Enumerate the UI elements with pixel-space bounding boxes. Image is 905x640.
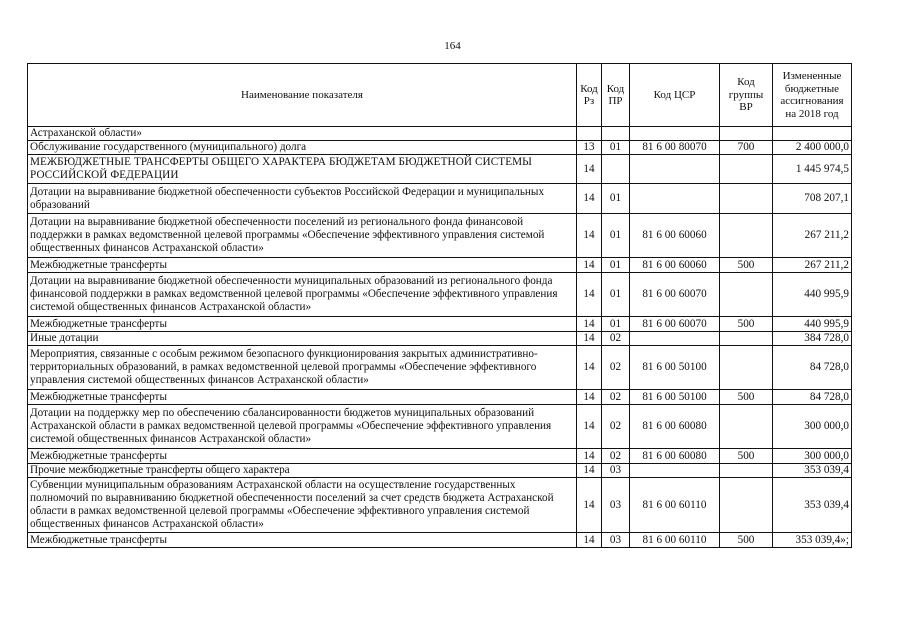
cell-vr <box>720 405 773 449</box>
cell-amount: 84 728,0 <box>773 346 852 390</box>
cell-vr <box>720 184 773 214</box>
cell-amount: 1 445 974,5 <box>773 155 852 184</box>
cell-amount: 267 211,2 <box>773 258 852 273</box>
cell-pr <box>602 127 630 141</box>
cell-vr <box>720 346 773 390</box>
cell-csr <box>630 155 720 184</box>
cell-csr: 81 6 00 60070 <box>630 317 720 332</box>
table-row <box>28 273 852 317</box>
table-row <box>28 449 852 464</box>
cell-csr: 81 6 00 50100 <box>630 346 720 390</box>
budget-table <box>27 63 852 548</box>
table-row <box>28 184 852 214</box>
cell-vr: 500 <box>720 258 773 273</box>
cell-pr: 03 <box>602 478 630 533</box>
cell-csr: 81 6 00 60110 <box>630 478 720 533</box>
cell-csr: 81 6 00 60070 <box>630 273 720 317</box>
cell-csr <box>630 127 720 141</box>
cell-amount: 267 211,2 <box>773 214 852 258</box>
table-row <box>28 332 852 346</box>
cell-amount: 300 000,0 <box>773 449 852 464</box>
cell-pr: 01 <box>602 317 630 332</box>
cell-pr: 01 <box>602 141 630 155</box>
table-row <box>28 141 852 155</box>
cell-name: Межбюджетные трансферты <box>28 533 577 548</box>
cell-csr <box>630 184 720 214</box>
cell-pr: 01 <box>602 258 630 273</box>
cell-amount: 353 039,4 <box>773 464 852 478</box>
cell-vr: 500 <box>720 533 773 548</box>
cell-vr <box>720 214 773 258</box>
header-vr: Код группы ВР <box>720 64 773 127</box>
cell-pr: 02 <box>602 390 630 405</box>
cell-rz: 14 <box>577 258 602 273</box>
cell-vr <box>720 273 773 317</box>
cell-amount <box>773 127 852 141</box>
cell-name: МЕЖБЮДЖЕТНЫЕ ТРАНСФЕРТЫ ОБЩЕГО ХАРАКТЕРА БЮДЖЕТАМ БЮДЖЕТНОЙ СИСТЕМЫ РОССИЙСКОЙ ФЕДЕРАЦИИ <box>28 155 577 184</box>
cell-csr: 81 6 00 50100 <box>630 390 720 405</box>
header-name: Наименование показателя <box>28 64 577 127</box>
cell-rz <box>577 127 602 141</box>
cell-amount: 440 995,9 <box>773 273 852 317</box>
cell-name: Межбюджетные трансферты <box>28 317 577 332</box>
cell-name: Межбюджетные трансферты <box>28 390 577 405</box>
cell-rz: 14 <box>577 405 602 449</box>
cell-csr: 81 6 00 60080 <box>630 405 720 449</box>
header-csr: Код ЦСР <box>630 64 720 127</box>
cell-rz: 14 <box>577 317 602 332</box>
cell-csr: 81 6 00 60060 <box>630 214 720 258</box>
cell-pr: 02 <box>602 449 630 464</box>
cell-vr: 700 <box>720 141 773 155</box>
header-rz: Код Рз <box>577 64 602 127</box>
cell-rz: 14 <box>577 184 602 214</box>
cell-name: Мероприятия, связанные с особым режимом безопасного функционирования закрытых административно-территориальных образований, в рамках ведомственной целевой программы «Обеспечение эффективного управления системой общественных финансов Астраханской области» <box>28 346 577 390</box>
cell-rz: 14 <box>577 464 602 478</box>
cell-vr: 500 <box>720 390 773 405</box>
cell-pr: 02 <box>602 405 630 449</box>
cell-rz: 14 <box>577 214 602 258</box>
table-row <box>28 258 852 273</box>
cell-vr: 500 <box>720 317 773 332</box>
cell-vr: 500 <box>720 449 773 464</box>
table-header-row <box>28 64 852 127</box>
cell-pr: 03 <box>602 464 630 478</box>
cell-pr: 01 <box>602 184 630 214</box>
table-row <box>28 464 852 478</box>
cell-pr: 02 <box>602 332 630 346</box>
cell-csr: 81 6 00 80070 <box>630 141 720 155</box>
table-row <box>28 533 852 548</box>
table-row <box>28 390 852 405</box>
cell-pr <box>602 155 630 184</box>
cell-pr: 02 <box>602 346 630 390</box>
cell-name: Астраханской области» <box>28 127 577 141</box>
cell-rz: 14 <box>577 533 602 548</box>
cell-rz: 14 <box>577 155 602 184</box>
cell-rz: 14 <box>577 478 602 533</box>
table-row <box>28 317 852 332</box>
cell-name: Иные дотации <box>28 332 577 346</box>
cell-name: Обслуживание государственного (муниципального) долга <box>28 141 577 155</box>
cell-vr <box>720 332 773 346</box>
cell-vr <box>720 155 773 184</box>
cell-pr: 03 <box>602 533 630 548</box>
cell-csr: 81 6 00 60060 <box>630 258 720 273</box>
table-row <box>28 346 852 390</box>
cell-vr <box>720 127 773 141</box>
cell-name: Межбюджетные трансферты <box>28 258 577 273</box>
cell-amount: 708 207,1 <box>773 184 852 214</box>
cell-name: Дотации на выравнивание бюджетной обеспеченности поселений из регионального фонда финансовой поддержки в рамках ведомственной целевой программы «Обеспечение эффективного управления системой общественных финансов Астраханской области» <box>28 214 577 258</box>
header-pr: Код ПР <box>602 64 630 127</box>
cell-amount: 353 039,4 <box>773 478 852 533</box>
header-amount: Измененные бюджетные ассигнования на 2018 год <box>773 64 852 127</box>
cell-amount: 84 728,0 <box>773 390 852 405</box>
cell-name: Дотации на выравнивание бюджетной обеспеченности муниципальных образований из регионального фонда финансовой поддержки в рамках ведомственной целевой программы «Обеспечение эффективного управления системой общественных финансов Астраханской области» <box>28 273 577 317</box>
cell-pr: 01 <box>602 214 630 258</box>
table-row <box>28 405 852 449</box>
page-number: 164 <box>444 40 461 52</box>
cell-amount: 353 039,4»; <box>773 533 852 548</box>
cell-rz: 14 <box>577 449 602 464</box>
cell-name: Дотации на выравнивание бюджетной обеспеченности субъектов Российской Федерации и муниципальных образований <box>28 184 577 214</box>
cell-name: Межбюджетные трансферты <box>28 449 577 464</box>
cell-rz: 14 <box>577 390 602 405</box>
cell-rz: 14 <box>577 273 602 317</box>
table-body <box>28 127 852 548</box>
cell-csr: 81 6 00 60110 <box>630 533 720 548</box>
table-row <box>28 478 852 533</box>
table-row <box>28 127 852 141</box>
table-row <box>28 214 852 258</box>
cell-rz: 14 <box>577 346 602 390</box>
cell-pr: 01 <box>602 273 630 317</box>
cell-amount: 440 995,9 <box>773 317 852 332</box>
cell-rz: 13 <box>577 141 602 155</box>
cell-vr <box>720 478 773 533</box>
cell-vr <box>720 464 773 478</box>
cell-rz: 14 <box>577 332 602 346</box>
cell-amount: 384 728,0 <box>773 332 852 346</box>
cell-name: Субвенции муниципальным образованиям Астраханской области на осуществление государственных полномочий по выравниванию бюджетной обеспеченности поселений за счет средств бюджета Астраханской области в рамках ведомственной целевой программы «Обеспечение эффективного управления системой общественных финансов Астраханской области» <box>28 478 577 533</box>
cell-csr <box>630 332 720 346</box>
table-row <box>28 155 852 184</box>
cell-name: Дотации на поддержку мер по обеспечению сбалансированности бюджетов муниципальных образований Астраханской области в рамках ведомственной целевой программы «Обеспечение эффективного управления системой общественных финансов Астраханской области» <box>28 405 577 449</box>
cell-name: Прочие межбюджетные трансферты общего характера <box>28 464 577 478</box>
cell-amount: 300 000,0 <box>773 405 852 449</box>
cell-csr: 81 6 00 60080 <box>630 449 720 464</box>
cell-csr <box>630 464 720 478</box>
cell-amount: 2 400 000,0 <box>773 141 852 155</box>
